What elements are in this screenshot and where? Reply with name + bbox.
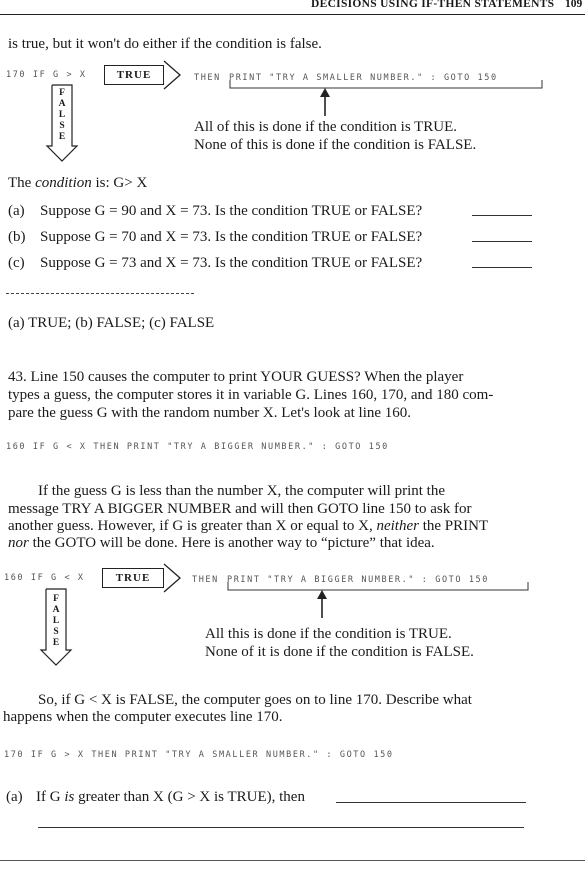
diagram1-true-box [104,65,164,85]
para2-line2: message TRY A BIGGER NUMBER and will then GOTO line 150 to ask for [8,501,472,517]
diagram2-arrow-right-icon [164,563,184,593]
answer-blank-b[interactable] [472,229,532,242]
bottom-rule [0,860,585,861]
diagram1-false-letters: F A L S E [58,88,66,142]
para2-line1: If the guess G is less than the number X, the computer will print the [38,483,445,499]
diagram1-bracket [229,80,545,92]
question-b: (b) Suppose G = 70 and X = 73. Is the condition TRUE or FALSE? [8,229,423,245]
running-head: DECISIONS USING IF-THEN STATEMENTS [311,0,555,10]
para3-line1: So, if G < X is FALSE, the computer goes on to line 170. Describe what [38,692,472,708]
answer-separator [6,293,194,294]
code-line-170: 170 IF G > X THEN PRINT "TRY A SMALLER NUMBER." : GOTO 150 [4,750,394,760]
answer-text: (a) TRUE; (b) FALSE; (c) FALSE [8,315,215,331]
frame43-line1: 43. Line 150 causes the computer to print YOUR GUESS? When the player [8,369,464,385]
diagram1-note-true: All of this is done if the condition is TRUE. [194,119,458,135]
page-number: 109 [565,0,583,10]
para2-line4: nor the GOTO will be done. Here is another way to “picture” that idea. [8,535,435,551]
diagram1-arrow-right-icon [164,60,184,90]
answer-blank-c[interactable] [472,255,532,268]
final-answer-blank-2[interactable] [38,815,524,828]
diagram2-up-arrow-icon [316,590,328,620]
diagram1-then: THEN [194,73,221,83]
diagram1-true-label: TRUE [116,69,152,81]
diagram1-note-false: None of this is done if the condition is FALSE. [194,137,477,153]
diagram2-true-box [102,568,164,588]
diagram1-code-left: 170 IF G > X [6,70,87,80]
final-question: (a) If G is greater than X (G > X is TRUE), then [6,789,305,805]
diagram1-up-arrow-icon [319,88,331,118]
intro-line: is true, but it won't do either if the condition is false. [8,36,322,52]
question-c: (c) Suppose G = 73 and X = 73. Is the condition TRUE or FALSE? [8,255,423,271]
frame43-line3: pare the guess G with the random number X. Let's look at line 160. [8,405,412,421]
code-line-160: 160 IF G < X THEN PRINT "TRY A BIGGER NUMBER." : GOTO 150 [6,442,389,452]
final-answer-blank-1[interactable] [336,790,526,803]
diagram2-code-right: PRINT "TRY A BIGGER NUMBER." : GOTO 150 [227,575,489,585]
diagram2-then: THEN [192,575,219,585]
para2-line3: another guess. However, if G is greater than X or equal to X, neither the PRINT [8,518,489,534]
diagram2-bracket [227,582,543,594]
para3-line2: happens when the computer executes line 170. [3,709,283,725]
frame43-line2: types a guess, the computer stores it in variable G. Lines 160, 170, and 180 com- [8,387,494,403]
diagram1-code-right: PRINT "TRY A SMALLER NUMBER." : GOTO 150 [229,73,498,83]
diagram2-note-true: All this is done if the condition is TRUE. [205,626,452,642]
condition-line: The condition is: G> X [8,175,148,191]
diagram2-note-false: None of it is done if the condition is FALSE. [205,644,474,660]
answer-blank-a[interactable] [472,203,532,216]
diagram2-false-letters: F A L S E [52,594,60,648]
question-a: (a) Suppose G = 90 and X = 73. Is the condition TRUE or FALSE? [8,203,423,219]
diagram2-true-label: TRUE [115,572,151,584]
diagram2-code-left: 160 IF G < X [4,573,85,583]
header-rule [0,14,585,15]
